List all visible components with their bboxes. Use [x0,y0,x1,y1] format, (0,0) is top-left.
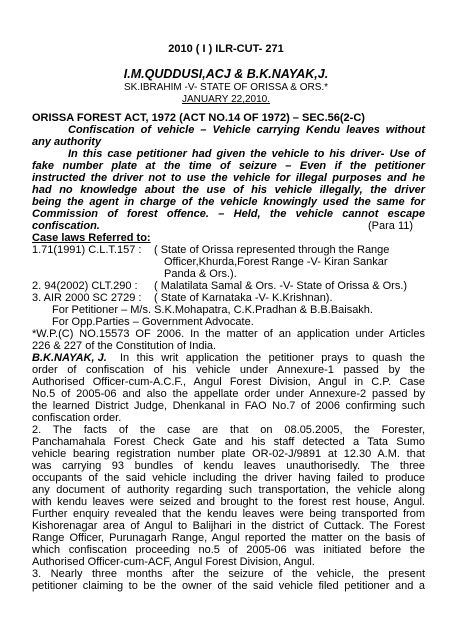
headnote-line: confiscation. [32,220,100,232]
case-citation: 2. 94(2002) CLT.290 : [32,280,138,292]
body-line: Further enquiry revealed that the kendu leaves were being transported from [32,508,425,520]
body-line: occupants of the said vehicle including the driver having failed to produce [32,472,425,484]
case-text-cont: Panda & Ors.). [164,268,237,280]
body-line: No.5 of 2005-06 and also the appellate order under Annexure-2 passed by [32,388,425,400]
body-line: was carrying 93 bundles of kendu leaves unauthorisedly. The three [32,460,425,472]
date: JANUARY 22,2010. [181,94,271,105]
body-line: Authorised Officer-cum-ACF, Angul Forest Division, Angul. [32,556,315,568]
counsel-petitioner: For Petitioner – M/s. S.K.Mohapatra, C.K.Pradhan & B.B.Baisakh. [52,304,373,316]
case-citation: 3. AIR 2000 SC 2729 : [32,292,142,304]
body-line: any document of authority regarding such transportation, the vehicle along [32,484,425,496]
body-line: with kendu leaves were seized and brought to the forest rest house, Angul. [32,496,425,508]
body-line: petitioner claiming to be the owner of the said vehicle filed petitioner and a [32,580,425,592]
headnote-line: fake number plate at the time of seizure – Even if the petitioner [32,160,425,172]
para-reference: (Para 11) [368,220,414,232]
bench: I.M.QUDDUSI,ACJ & B.K.NAYAK,J. [123,67,329,81]
body-line: Kishorenagar area of Angul to Balijhari in the district of Cuttack. The Forest [32,520,425,532]
case-text-cont: Officer,Khurda,Forest Range -V- Kiran Sankar [164,256,388,268]
headnote-line: instructed the driver not to use the vehicle for illegal purposes and he [32,172,425,184]
body-line: vehicle bearing registration number plate OR-02-J/9891 at 12.30 A.M. that [32,448,425,460]
headnote-line: had no knowledge about the use of his vehicle illegally, the driver [32,184,425,196]
body-line: 2. The facts of the case are that on 08.05.2005, the Forester, [32,424,425,436]
body-line: Range Officer, Purunagarh Range, Angul reported the matter on the basis of [32,532,425,544]
case-text: ( State of Orissa represented through the Range [154,244,390,256]
judge-name: B.K.NAYAK, J. [32,352,107,364]
parties: SK.IBRAHIM -V- STATE OF ORISSA & ORS.* [123,82,329,93]
case-text: ( State of Karnataka -V- K.Krishnan). [154,292,333,304]
headnote-line: In this case petitioner had given the vehicle to his driver- Use of [68,148,425,160]
body-line: which confiscation proceeding no.5 of 2005-06 was initiated before the [32,544,425,556]
footnote-line: 226 & 227 of the Constitution of India. [32,340,217,352]
headnote-line: Confiscation of vehicle – Vehicle carrying Kendu leaves without [68,124,425,136]
body-line: confiscation order. [32,412,122,424]
body-line: Panchamahala Forest Check Gate and his staff detected a Tata Sumo [32,436,425,448]
counsel-opp: For Opp.Parties – Government Advocate. [52,316,254,328]
headnote-line: Commission of forest offence. – Held, the vehicle cannot escape [32,208,425,220]
headnote-line: any authority [32,136,102,148]
case-citation: 1.71(1991) C.L.T.157 : [32,244,142,256]
footnote-line: *W.P.(C) NO.15573 OF 2006. In the matter of an application under Articles [32,328,425,340]
case-text: ( Malatilata Samal & Ors. -V- State of Orissa & Ors.) [154,280,408,292]
body-line: 3. Nearly three months after the seizure of the vehicle, the present [32,568,425,580]
body-line: Authorised Officer-cum-A.C.F., Angul Forest Division, Angul in C.P. Case [32,376,425,388]
case-laws-heading: Case laws Referred to: [32,232,151,244]
citation: 2010 ( I ) ILR-CUT- 271 [168,43,284,55]
headnote-line: being the agent in charge of the vehicle knowingly used the same for [32,196,425,208]
body-line: the learned District Judge, Dhenkanal in FAO No.7 of 2006 confirming such [32,400,425,412]
body-line: In this writ application the petitioner prays to quash the [120,352,425,364]
body-line: order of confiscation of his vehicle under Annexure-1 passed by the [32,364,425,376]
act-heading: ORISSA FOREST ACT, 1972 (ACT NO.14 OF 1972) – SEC.56(2-C) [32,112,365,124]
